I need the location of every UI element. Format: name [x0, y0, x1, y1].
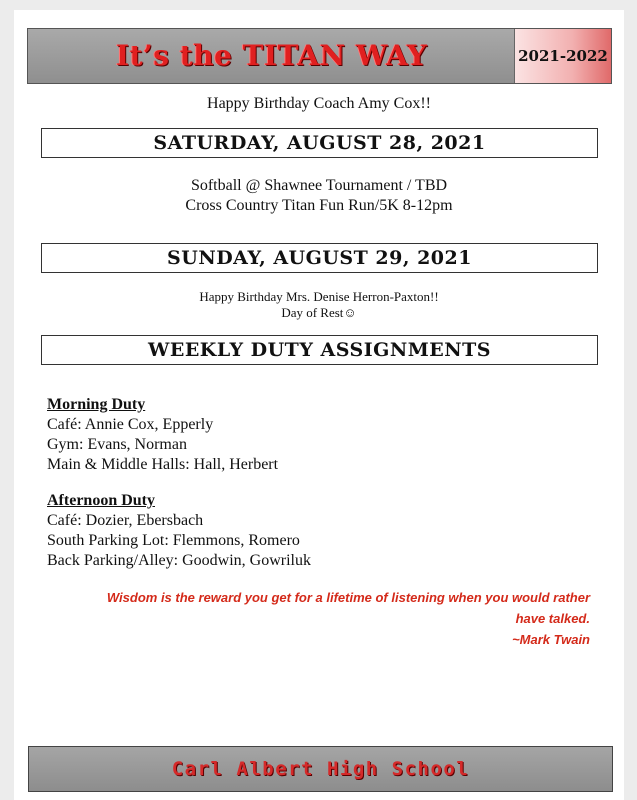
morning-duty-title: Morning Duty [47, 396, 146, 413]
quote-text: Wisdom is the reward you get for a lifetime of listening when you would rather [106, 590, 590, 605]
saturday-heading: SATURDAY, AUGUST 28, 2021 [41, 128, 598, 158]
sunday-event: Happy Birthday Mrs. Denise Herron-Paxton!! [199, 289, 439, 304]
saturday-event: Softball @ Shawnee Tournament / TBD [190, 177, 448, 194]
duty-item: Main & Middle Halls: Hall, Herbert [47, 456, 279, 473]
duty-item: Gym: Evans, Norman [47, 436, 187, 453]
duty-item: South Parking Lot: Flemmons, Romero [47, 532, 300, 549]
banner-title: It’s the TITAN WAY [116, 39, 428, 72]
school-year-badge: 2021-2022 [514, 29, 611, 83]
header-banner [27, 28, 612, 84]
duty-item: Café: Annie Cox, Epperly [47, 416, 214, 433]
quote-block [30, 587, 590, 650]
afternoon-duty-title: Afternoon Duty [47, 492, 155, 509]
saturday-event: Cross Country Titan Fun Run/5K 8-12pm [185, 197, 453, 214]
quote-author: ~Mark Twain [512, 632, 590, 647]
duty-item: Café: Dozier, Ebersbach [47, 512, 204, 529]
birthday-announcement: Happy Birthday Coach Amy Cox!! [207, 95, 431, 112]
footer-banner [28, 746, 613, 792]
duty-heading: WEEKLY DUTY ASSIGNMENTS [41, 335, 598, 365]
duty-item: Back Parking/Alley: Goodwin, Gowriluk [47, 552, 311, 569]
sunday-event: Day of Rest☺ [281, 305, 357, 320]
quote-text: have talked. [515, 611, 590, 626]
afternoon-duty-list [47, 491, 311, 571]
morning-duty-list [47, 395, 278, 475]
school-name: Carl Albert High School [171, 758, 470, 780]
newsletter-page [14, 10, 624, 800]
sunday-heading: SUNDAY, AUGUST 29, 2021 [41, 243, 598, 273]
